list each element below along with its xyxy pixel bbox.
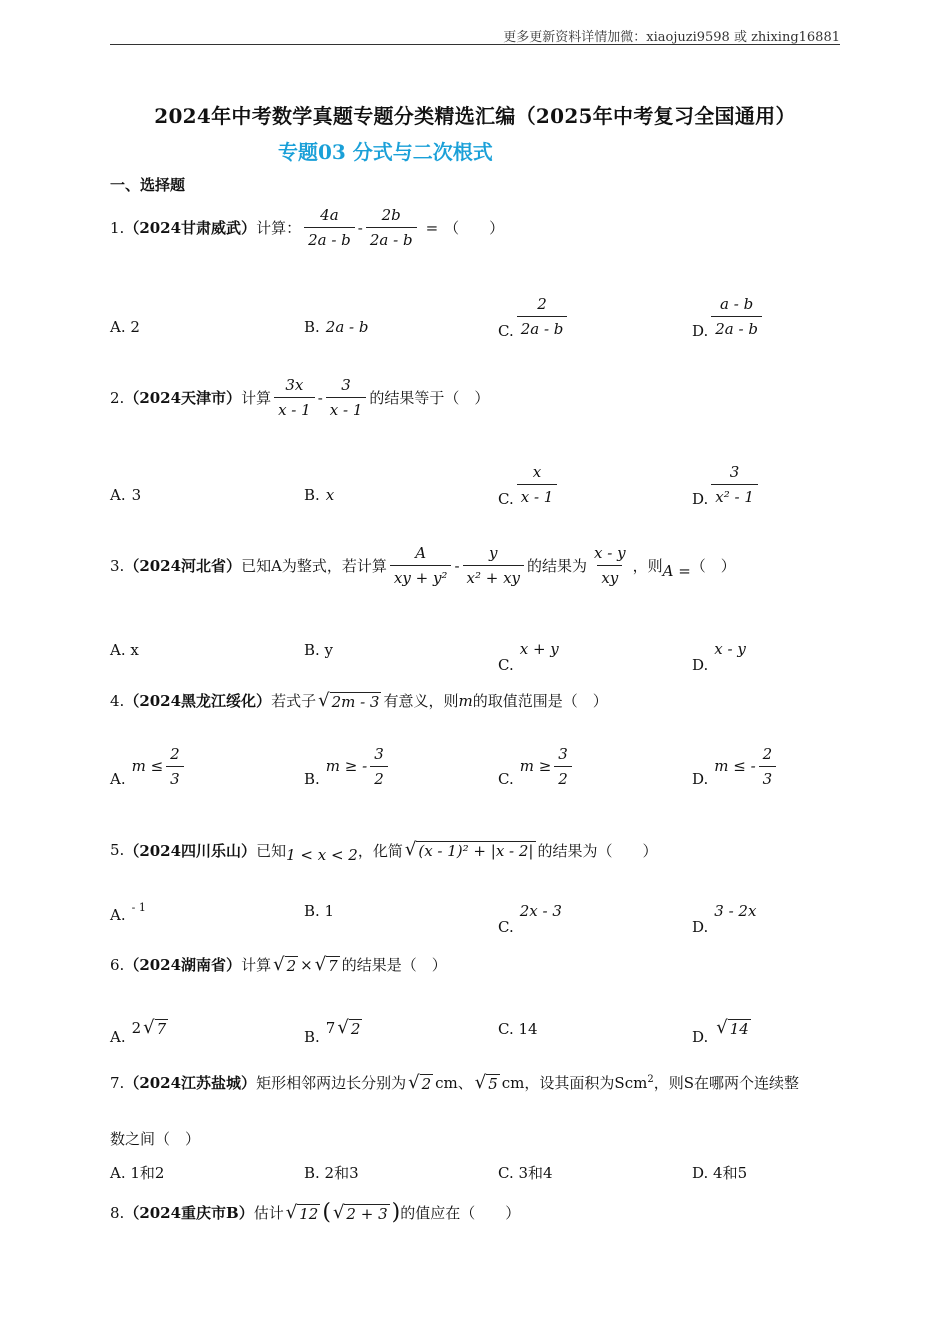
q4-option-c: C. m ≥ $\frac{3}{2}$: [498, 744, 575, 788]
q6-radical-1: √ 2: [273, 953, 297, 975]
q2-option-c: C. $\frac{x}{x - 1}$: [498, 460, 560, 508]
q1-number: 1.: [110, 218, 125, 237]
page-subtitle: 专题03 分式与二次根式: [278, 140, 493, 164]
q5-mid: ，化简: [357, 841, 403, 860]
q4-option-d: D. m ≤ - $\frac{2}{3}$: [692, 744, 779, 788]
q5-text: 已知: [256, 841, 287, 860]
q7-mid: ，设其面积为: [524, 1074, 615, 1092]
q3-answer-blank: （ ）: [690, 557, 736, 575]
q4-tail: 的取值范围是（ ）: [472, 692, 608, 710]
question-4: [110, 690, 608, 711]
q3-minus: -: [454, 556, 460, 575]
q2-fraction-2: $\frac{3}{x - 1}$: [326, 376, 367, 419]
q3-tail: ，则: [632, 557, 663, 575]
q3-option-b: B. y: [304, 641, 334, 659]
q1-fraction-1: $\frac{4a}{2a - b}$: [304, 206, 355, 249]
q7-option-c: C. 3和4: [498, 1164, 553, 1182]
q7-area: Scm$^2$: [614, 1073, 654, 1092]
q2-fraction-1: $\frac{3x}{x - 1}$: [274, 376, 315, 419]
q3-option-c: C. x + y: [498, 640, 559, 674]
q3-mid: 的结果为: [527, 557, 588, 575]
q2-number: 2.: [110, 388, 125, 407]
q3-fraction-2: $\frac{y}{\text{x² + xy}}$: [463, 544, 525, 587]
q3-number: 3.: [110, 556, 125, 575]
q2-minus: -: [317, 388, 323, 407]
page-title: 2024年中考数学真题专题分类精选汇编（2025年中考复习全国通用）: [154, 104, 796, 128]
q1-text: 计算：: [256, 219, 302, 237]
q6-option-c: C. 14: [498, 1020, 538, 1038]
q8-text: 估计: [253, 1204, 284, 1222]
question-8: 8. （2024重庆市B） 估计 √ 12 ( √ 2 + 3 ) 的值应在（ ）: [110, 1200, 521, 1225]
q1-option-d: D. $\frac{a - b}{2a - b}$: [692, 292, 765, 340]
question-6: [110, 954, 447, 975]
q6-number: 6.: [110, 955, 125, 974]
q1-minus: -: [357, 218, 363, 237]
q2-text: 计算: [241, 389, 272, 407]
q2-option-b: B. x: [304, 486, 335, 504]
q7-radical-1: √ 2: [408, 1071, 432, 1093]
q6-option-d: D. √ 14: [692, 1017, 749, 1046]
q7-line-2: 数之间（ ）: [110, 1130, 201, 1148]
q1-equals: =: [425, 218, 439, 237]
q5-condition: 1 < x < 2: [286, 846, 358, 864]
q6-radical-2: √ 7: [314, 953, 338, 975]
question-1: [110, 206, 504, 249]
q6-option-b: B. 7 √ 2: [304, 1017, 361, 1046]
question-3: [110, 544, 736, 587]
q4-mid: 有意义，则: [383, 692, 459, 710]
q8-tail: 的值应在（ ）: [400, 1204, 521, 1222]
q6-times: ×: [300, 955, 313, 974]
q1-source: （2024甘肃威武）: [124, 219, 257, 237]
q6-option-a: A. 2 √ 7: [110, 1017, 167, 1046]
q5-radical: √ (x - 1)² + |x - 2|: [404, 839, 534, 860]
q3-fraction-1: $\frac{A}{\text{xy + y²}}$: [390, 544, 452, 587]
header-note: 更多更新资料详情加微：xiaojuzi9598 或 zhixing16881: [503, 30, 840, 45]
section-heading: 一、选择题: [110, 176, 186, 194]
q7-text: 矩形相邻两边长分别为: [256, 1074, 407, 1092]
q4-variable: m: [458, 691, 473, 710]
q4-source: （2024黑龙江绥化）: [124, 692, 272, 710]
q7-number: 7.: [110, 1073, 125, 1092]
q5-option-b: B. 1: [304, 902, 335, 920]
q7-option-b: B. 2和3: [304, 1164, 359, 1182]
q2-source: （2024天津市）: [124, 389, 242, 407]
q7-tail: ，则S在哪两个连续整: [653, 1074, 799, 1092]
q5-option-a: A. - 1: [110, 900, 146, 924]
q3-expression: A =: [662, 561, 691, 580]
q7-option-d: D. 4和5: [692, 1164, 748, 1182]
q6-text: 计算: [241, 956, 272, 974]
q4-option-b: B. m ≥ - $\frac{3}{2}$: [304, 744, 391, 788]
q5-source: （2024四川乐山）: [124, 841, 257, 860]
q5-tail: 的结果为（ ）: [537, 841, 658, 860]
q3-source: （2024河北省）: [124, 557, 242, 575]
q4-option-a: A. m ≤ $\frac{2}{3}$: [110, 744, 187, 788]
q7-radical-2: √ 5: [474, 1071, 498, 1093]
q7-option-a: A. 1和2: [110, 1164, 165, 1182]
q4-text: 若式子: [271, 692, 317, 710]
question-7: 7. （2024江苏盐城） 矩形相邻两边长分别为 √ 2 cm 、 √ 5 cm ，设其面积为 Scm$^2$ ，则S在哪两个连续整: [110, 1071, 799, 1093]
q2-tail: 的结果等于（ ）: [369, 389, 490, 407]
q5-option-d: D. 3 - 2x: [692, 902, 757, 936]
q1-answer-blank: （ ）: [444, 219, 505, 237]
q4-number: 4.: [110, 691, 125, 710]
q1-option-a: A. 2: [110, 318, 140, 336]
q6-tail: 的结果是（ ）: [341, 956, 447, 974]
q3-option-a: A. x: [110, 641, 139, 659]
q7-source: （2024江苏盐城）: [124, 1074, 257, 1092]
q7-separator: 、: [457, 1074, 473, 1092]
q6-source: （2024湖南省）: [124, 956, 242, 974]
q1-fraction-2: $\frac{2b}{2a - b}$: [366, 206, 417, 249]
q3-option-d: D. x - y: [692, 640, 746, 674]
q1-option-b: B. 2a - b: [304, 318, 369, 336]
question-5: [110, 836, 658, 864]
q3-text: 已知A为整式，若计算: [241, 557, 387, 575]
q2-option-a: A. 3: [110, 486, 142, 504]
question-2: [110, 376, 489, 419]
q3-fraction-3: $\frac{x - y}{xy}$: [594, 544, 626, 587]
q8-source: （2024重庆市B）: [124, 1204, 254, 1222]
q8-inner: √ 2 + 3: [332, 1201, 388, 1223]
header-rule: [110, 44, 840, 45]
q5-number: 5.: [110, 841, 125, 859]
q8-radical: √ 12: [285, 1201, 319, 1223]
q1-option-c: C. $\frac{2}{2a - b}$: [498, 292, 570, 340]
q2-option-d: D. $\frac{3}{\text{x² - 1}}$: [692, 460, 761, 508]
q8-number: 8.: [110, 1203, 125, 1222]
q4-radical: √ 2m - 3: [318, 689, 380, 711]
q5-option-c: C. 2x - 3: [498, 902, 562, 936]
